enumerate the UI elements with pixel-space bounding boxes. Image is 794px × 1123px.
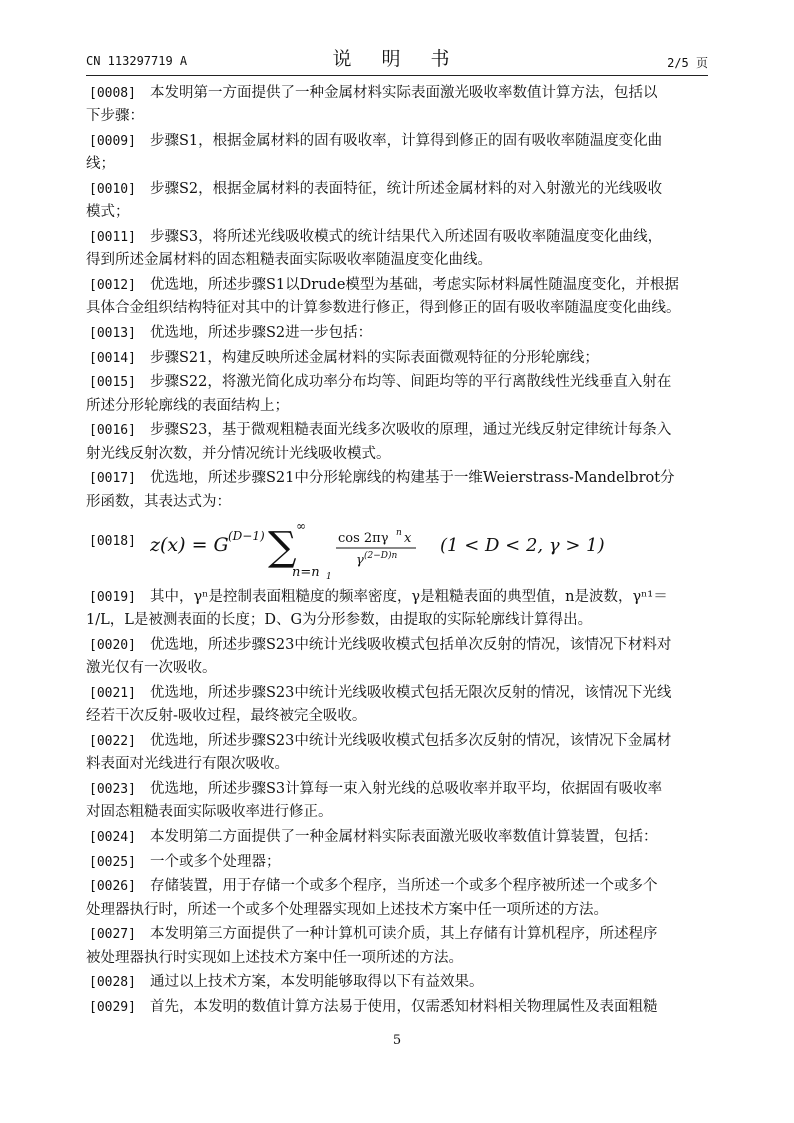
paragraph <box>86 82 712 129</box>
formula-condition: (1 < D < 2, γ > 1) <box>440 535 605 556</box>
paragraph-number: [0011] <box>89 230 136 245</box>
paragraph-continuation: 射光线反射次数，并分情况统计光线吸收模式。 <box>86 445 391 462</box>
paragraph-text: 本发明第二方面提供了一种金属材料实际表面激光吸收率数值计算装置，包括： <box>150 829 658 845</box>
paragraph-continuation: 得到所述金属材料的固态粗糙表面实际吸收率随温度变化曲线。 <box>86 252 492 269</box>
paragraph <box>86 971 712 994</box>
paragraph-number: [0024] <box>89 830 136 845</box>
paragraph <box>86 322 712 345</box>
paragraph <box>86 923 712 970</box>
paragraph-number: [0013] <box>89 326 136 341</box>
paragraph-continuation: 被处理器执行时实现如上述技术方案中任一项所述的方法。 <box>86 949 463 966</box>
formula-g-exponent: (D−1) <box>228 529 265 543</box>
fraction-numerator: cos 2πγ <box>338 531 389 546</box>
paragraph-continuation: 处理器执行时，所述一个或多个处理器实现如上述技术方案中任一项所述的方法。 <box>86 901 608 918</box>
fraction-denominator: γ <box>356 553 364 568</box>
paragraph-text: 步骤S2，根据金属材料的表面特征，统计所述金属材料的对入射激光的光线吸收 <box>150 181 663 197</box>
paragraph-text: 步骤S23，基于微观粗糙表面光线多次吸收的原理，通过光线反射定律统计每条入 <box>150 422 672 439</box>
paragraph <box>86 178 712 225</box>
paragraph-number: [0028] <box>89 975 136 991</box>
paragraph-text: 优选地，所述步骤S23中统计光线吸收模式包括单次反射的情况，该情况下材料对 <box>150 637 672 653</box>
sum-lower-limit: n=n <box>292 565 320 580</box>
paragraph <box>86 996 712 1019</box>
paragraph-continuation: 下步骤： <box>86 108 144 125</box>
numerator-exponent: n <box>396 528 402 538</box>
denominator-exponent: (2−D)n <box>364 551 398 561</box>
paragraph-text: 优选地，所述步骤S23中统计光线吸收模式包括多次反射的情况，该情况下金属材 <box>150 733 672 749</box>
paragraph-number: [0027] <box>89 927 136 943</box>
paragraph <box>86 586 712 633</box>
paragraph-continuation: 线； <box>86 156 115 173</box>
paragraph-text: 步骤S1，根据金属材料的固有吸收率，计算得到修正的固有吸收率随温度变化曲 <box>150 133 663 149</box>
header-divider <box>86 75 708 76</box>
paragraph <box>86 875 712 922</box>
paragraph-number: [0023] <box>89 782 136 797</box>
sum-symbol: ∑ <box>268 524 297 570</box>
paragraph-continuation: 所述分形轮廓线的表面结构上； <box>86 397 289 414</box>
paragraph-continuation: 形函数，其表达式为： <box>86 493 231 510</box>
paragraph <box>86 778 712 825</box>
paragraph <box>86 730 712 777</box>
paragraph-continuation: 1/L，L是被测表面的长度；D、G为分形参数，由提取的实际轮廓线计算得出。 <box>86 612 593 629</box>
paragraph <box>86 274 712 321</box>
paragraph-number: [0016] <box>89 423 136 439</box>
paragraph <box>86 371 712 418</box>
paragraph-number: [0025] <box>89 854 136 870</box>
paragraph <box>86 130 712 177</box>
paragraph <box>86 347 712 370</box>
paragraph <box>86 851 712 874</box>
paragraph-text: 一个或多个处理器； <box>150 853 281 870</box>
paragraph-text: 优选地，所述步骤S3计算每一束入射光线的总吸收率并取平均，依据固有吸收率 <box>150 781 663 797</box>
paragraph-continuation: 经若干次反射-吸收过程，最终被完全吸收。 <box>86 708 367 725</box>
paragraph-continuation: 料表面对光线进行有限次吸收。 <box>86 756 289 773</box>
document-body <box>86 82 712 1020</box>
paragraph-text: 优选地，所述步骤S21中分形轮廓线的构建基于一维Weierstrass-Mandelbrot分 <box>150 470 675 487</box>
paragraph-number: [0009] <box>89 134 136 149</box>
paragraph-number: [0008] <box>89 86 136 101</box>
paragraph <box>86 226 712 273</box>
numerator-tail: x <box>404 531 412 546</box>
paragraph-text: 本发明第三方面提供了一种计算机可读介质，其上存储有计算机程序，所述程序 <box>150 926 658 943</box>
paragraph-number: [0021] <box>89 686 136 701</box>
paragraph-text: 存储装置，用于存储一个或多个程序，当所述一个或多个程序被所述一个或多个 <box>150 878 658 895</box>
paragraph <box>86 467 712 514</box>
paragraph-number: [0015] <box>89 375 136 391</box>
paragraph-continuation: 模式； <box>86 204 130 221</box>
paragraph-text: 步骤S21，构建反映所述金属材料的实际表面微观特征的分形轮廓线； <box>150 349 599 366</box>
paragraph-number: [0026] <box>89 879 136 895</box>
paragraph-text: 步骤S22，将激光简化成功率分布均等、间距均等的平行离散线性光线垂直入射在 <box>150 374 672 391</box>
paragraph <box>86 419 712 466</box>
paragraph-number: [0018] <box>89 534 136 549</box>
sum-upper-limit: ∞ <box>296 519 306 533</box>
page-indicator: 2/5 页 <box>667 56 708 70</box>
paragraph-text: 步骤S3，将所述光线吸收模式的统计结果代入所述固有吸收率随温度变化曲线， <box>150 229 663 245</box>
paragraph-number: [0017] <box>89 471 136 487</box>
paragraph-text: 通过以上技术方案，本发明能够取得以下有益效果。 <box>150 974 484 991</box>
paragraph-continuation: 具体合金组织结构特征对其中的计算参数进行修正，得到修正的固有吸收率随温度变化曲线。 <box>86 300 681 317</box>
sum-lower-limit-sub: 1 <box>326 572 332 582</box>
paragraph-text: 其中，γⁿ是控制表面粗糙度的频率密度，γ是粗糙表面的典型值，n是波数，γⁿ¹＝ <box>150 589 668 605</box>
paragraph <box>86 634 712 681</box>
weierstrass-mandelbrot-formula <box>150 516 710 582</box>
formula-lhs: z(x) = G <box>150 534 229 556</box>
paragraph-continuation: 对固态粗糙表面实际吸收率进行修正。 <box>86 804 333 821</box>
page-header <box>86 44 708 74</box>
page-number: 5 <box>392 1033 402 1048</box>
document-title: 说 明 书 <box>332 48 462 70</box>
paragraph-text: 本发明第一方面提供了一种金属材料实际表面激光吸收率数值计算方法，包括以 <box>150 85 658 101</box>
paragraph-number: [0022] <box>89 734 136 749</box>
patent-number: CN 113297719 A <box>86 54 188 68</box>
paragraph-text: 优选地，所述步骤S1以Drude模型为基础，考虑实际材料属性随温度变化，并根据 <box>150 277 679 293</box>
formula-paragraph <box>86 516 712 582</box>
paragraph-continuation: 激光仅有一次吸收。 <box>86 660 217 677</box>
paragraph-text: 优选地，所述步骤S23中统计光线吸收模式包括无限次反射的情况，该情况下光线 <box>150 685 672 701</box>
paragraph-number: [0010] <box>89 182 136 197</box>
paragraph-text: 优选地，所述步骤S2进一步包括： <box>150 325 373 341</box>
paragraph-number: [0012] <box>89 278 136 293</box>
paragraph-number: [0020] <box>89 638 136 653</box>
paragraph-number: [0029] <box>89 999 136 1015</box>
paragraph <box>86 826 712 849</box>
paragraph-number: [0019] <box>89 590 136 605</box>
paragraph-number: [0014] <box>89 350 136 366</box>
paragraph <box>86 682 712 729</box>
paragraph-text: 首先，本发明的数值计算方法易于使用，仅需悉知材料相关物理属性及表面粗糙 <box>150 998 658 1015</box>
